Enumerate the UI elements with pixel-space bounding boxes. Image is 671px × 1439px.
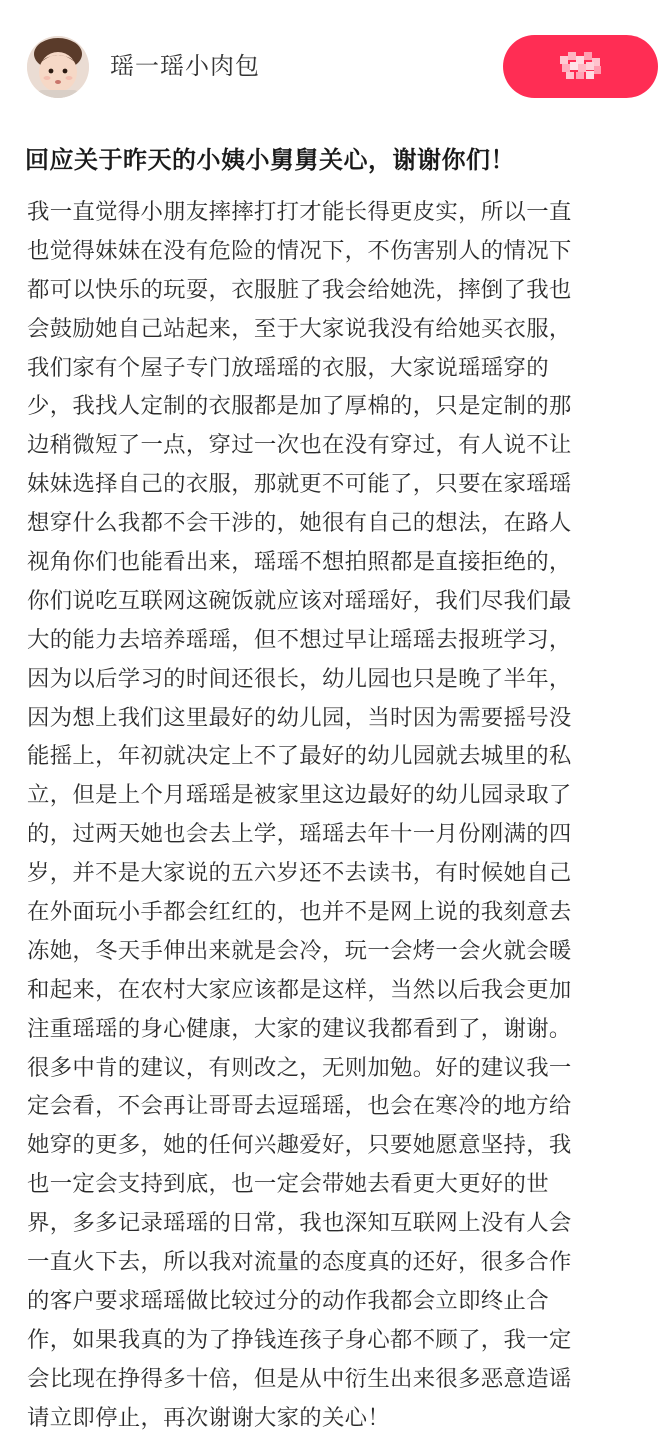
post-body-line: 请立即停止，再次谢谢大家的关心！ [27, 1404, 391, 1431]
post-body-line: 大的能力去培养瑶瑶，但不想过早让瑶瑶去报班学习， [27, 626, 572, 653]
post-body-line: 因为以后学习的时间还很长，幼儿园也只是晚了半年， [27, 665, 572, 692]
post-body-line: 我们家有个屋子专门放瑶瑶的衣服，大家说瑶瑶穿的 [27, 354, 549, 381]
post-body-line: 很多中肯的建议，有则改之，无则加勉。好的建议我一 [27, 1054, 572, 1081]
post-body-line: 一直火下去，所以我对流量的态度真的还好，很多合作 [27, 1249, 572, 1276]
child-avatar-icon [27, 36, 89, 98]
post-body-line: 冻她，冬天手伸出来就是会冷，玩一会烤一会火就会暖 [27, 937, 572, 964]
post-body-line: 也一定会支持到底，也一定会带她去看更大更好的世 [27, 1171, 549, 1198]
post-body-line: 的客户要求瑶瑶做比较过分的动作我都会立即终止合 [27, 1287, 549, 1314]
post-body-line: 注重瑶瑶的身心健康，大家的建议我都看到了，谢谢。 [27, 1015, 572, 1042]
post-body-line: 我一直觉得小朋友摔摔打打才能长得更皮实，所以一直 [27, 199, 572, 225]
post-body-line: 也觉得妹妹在没有危险的情况下，不伤害别人的情况下 [27, 237, 572, 264]
post-body-line: 想穿什么我都不会干涉的，她很有自己的想法，在路人 [27, 510, 572, 537]
post-title: 回应关于昨天的小姨小舅舅关心，谢谢你们！ [25, 146, 515, 174]
post-body-line: 定会看，不会再让哥哥去逗瑶瑶，也会在寒冷的地方给 [27, 1093, 572, 1120]
post-body-line: 妹妹选择自己的衣服，那就更不可能了，只要在家瑶瑶 [27, 471, 572, 498]
post-body [27, 193, 657, 1438]
post-body-line: 能摇上，年初就决定上不了最好的幼儿园就去城里的私 [27, 743, 572, 770]
post-body-line: 视角你们也能看出来，瑶瑶不想拍照都是直接拒绝的， [27, 549, 572, 576]
post-body-line: 边稍微短了一点，穿过一次也在没有穿过，有人说不让 [27, 432, 572, 459]
post-body-line: 作，如果我真的为了挣钱连孩子身心都不顾了，我一定 [27, 1326, 572, 1353]
post-body-line: 会鼓励她自己站起来，至于大家说我没有给她买衣服， [27, 315, 572, 342]
post-body-line: 你们说吃互联网这碗饭就应该对瑶瑶好，我们尽我们最 [27, 587, 572, 614]
post-body-line: 界，多多记录瑶瑶的日常，我也深知互联网上没有人会 [27, 1210, 572, 1237]
post-body-line: 她穿的更多，她的任何兴趣爱好，只要她愿意坚持，我 [27, 1132, 572, 1159]
avatar[interactable] [27, 36, 89, 98]
follow-button[interactable] [503, 35, 658, 98]
post-body-line: 的，过两天她也会去上学，瑶瑶去年十一月份刚满的四 [27, 821, 572, 848]
post-body-line: 少，我找人定制的衣服都是加了厚棉的，只是定制的那 [27, 393, 572, 420]
post-body-line: 立，但是上个月瑶瑶是被家里这边最好的幼儿园录取了 [27, 782, 572, 809]
pixelated-label-icon [560, 52, 602, 80]
post-body-line: 因为想上我们这里最好的幼儿园，当时因为需要摇号没 [27, 704, 572, 731]
post-body-line: 岁，并不是大家说的五六岁还不去读书，有时候她自己 [27, 860, 572, 887]
post-body-line: 都可以快乐的玩耍，衣服脏了我会给她洗，摔倒了我也 [27, 276, 572, 303]
post-body-line: 会比现在挣得多十倍，但是从中衍生出来很多恶意造谣 [27, 1365, 572, 1392]
author-name[interactable]: 瑶一瑶小肉包 [110, 52, 260, 80]
post-header [0, 0, 671, 120]
post-body-line: 在外面玩小手都会红红的，也并不是网上说的我刻意去 [27, 899, 572, 926]
post-body-line: 和起来，在农村大家应该都是这样，当然以后我会更加 [27, 976, 572, 1003]
